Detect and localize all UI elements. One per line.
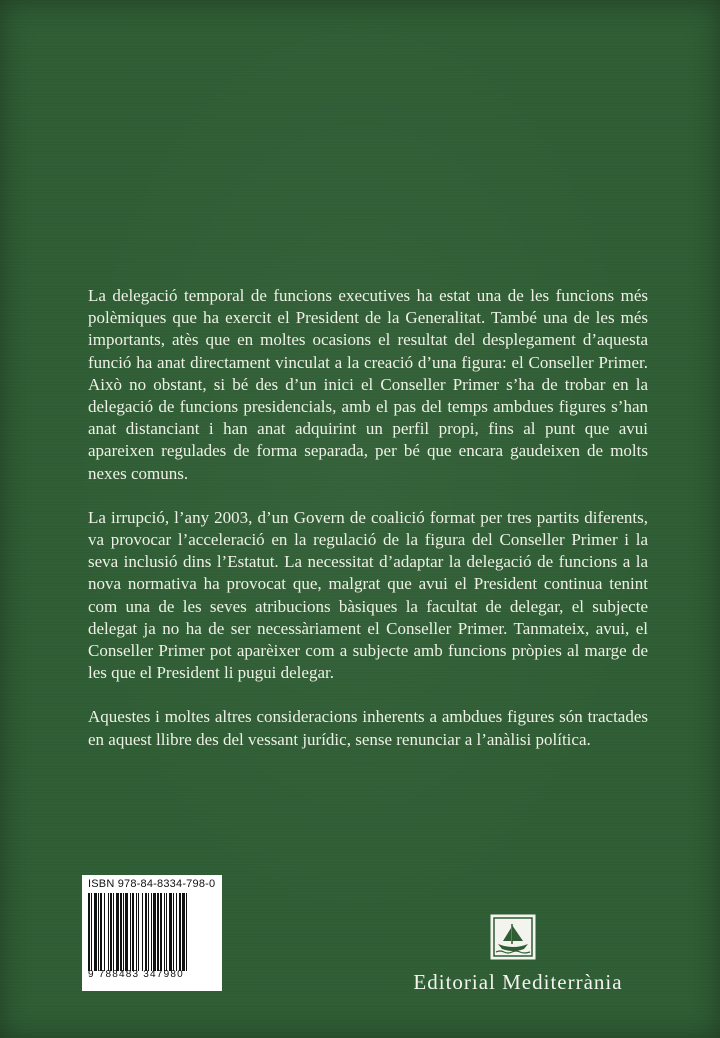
barcode-bars [88,893,216,971]
publisher-name: Editorial Mediterrània [413,970,623,994]
blurb-text [88,285,648,773]
blurb-paragraph-1: La delegació temporal de funcions executives ha estat una de les funcions més polèmiques que ha exercit el President de la Generalitat. També una de les més importants, atès que en moltes ocasions el resultat del desplegament d’aquesta funció ha anat directament vinculat a la creació d’una figura: el Conseller Primer. Això no obstant, si bé des d’un inici el Conseller Primer s’ha de trobar en la delegació de funcions presidencials, amb el pas del temps ambdues figures s’han anat distanciant i han anat adquirint un perfil propi, fins al punt que avui apareixen regulades de forma separada, per bé que encara gaudeixen de molts nexes comuns. [88,286,648,483]
ship-logo-icon [490,914,536,960]
blurb-paragraph-3: Aquestes i moltes altres consideracions inherents a ambdues figures són tractades en aquest llibre des del vessant jurídic, sense renunciar a l’anàlisi política. [88,707,648,749]
isbn-barcode [82,875,222,991]
blurb-paragraph-2: La irrupció, l’any 2003, d’un Govern de coalició format per tres partits diferents, va provocar l’acceleració en la regulació de la figura del Conseller Primer i la seva inclusió dins l’Estatut. La necessitat d’adaptar la delegació de funcions a la nova normativa ha provocat que, malgrat que avui el President continua tenint com una de les seves atribucions bàsiques la facultat de delegar, el subjecte delegat ja no ha de ser necessàriament el Conseller Primer. Tanmateix, avui, el Conseller Primer pot aparèixer com a subjecte amb funcions pròpies al marge de les que el President li pugui delegar. [88,507,648,683]
isbn-label: ISBN 978-84-8334-798-0 [88,878,216,890]
barcode-digits: 9 788483 347980 [88,969,184,980]
